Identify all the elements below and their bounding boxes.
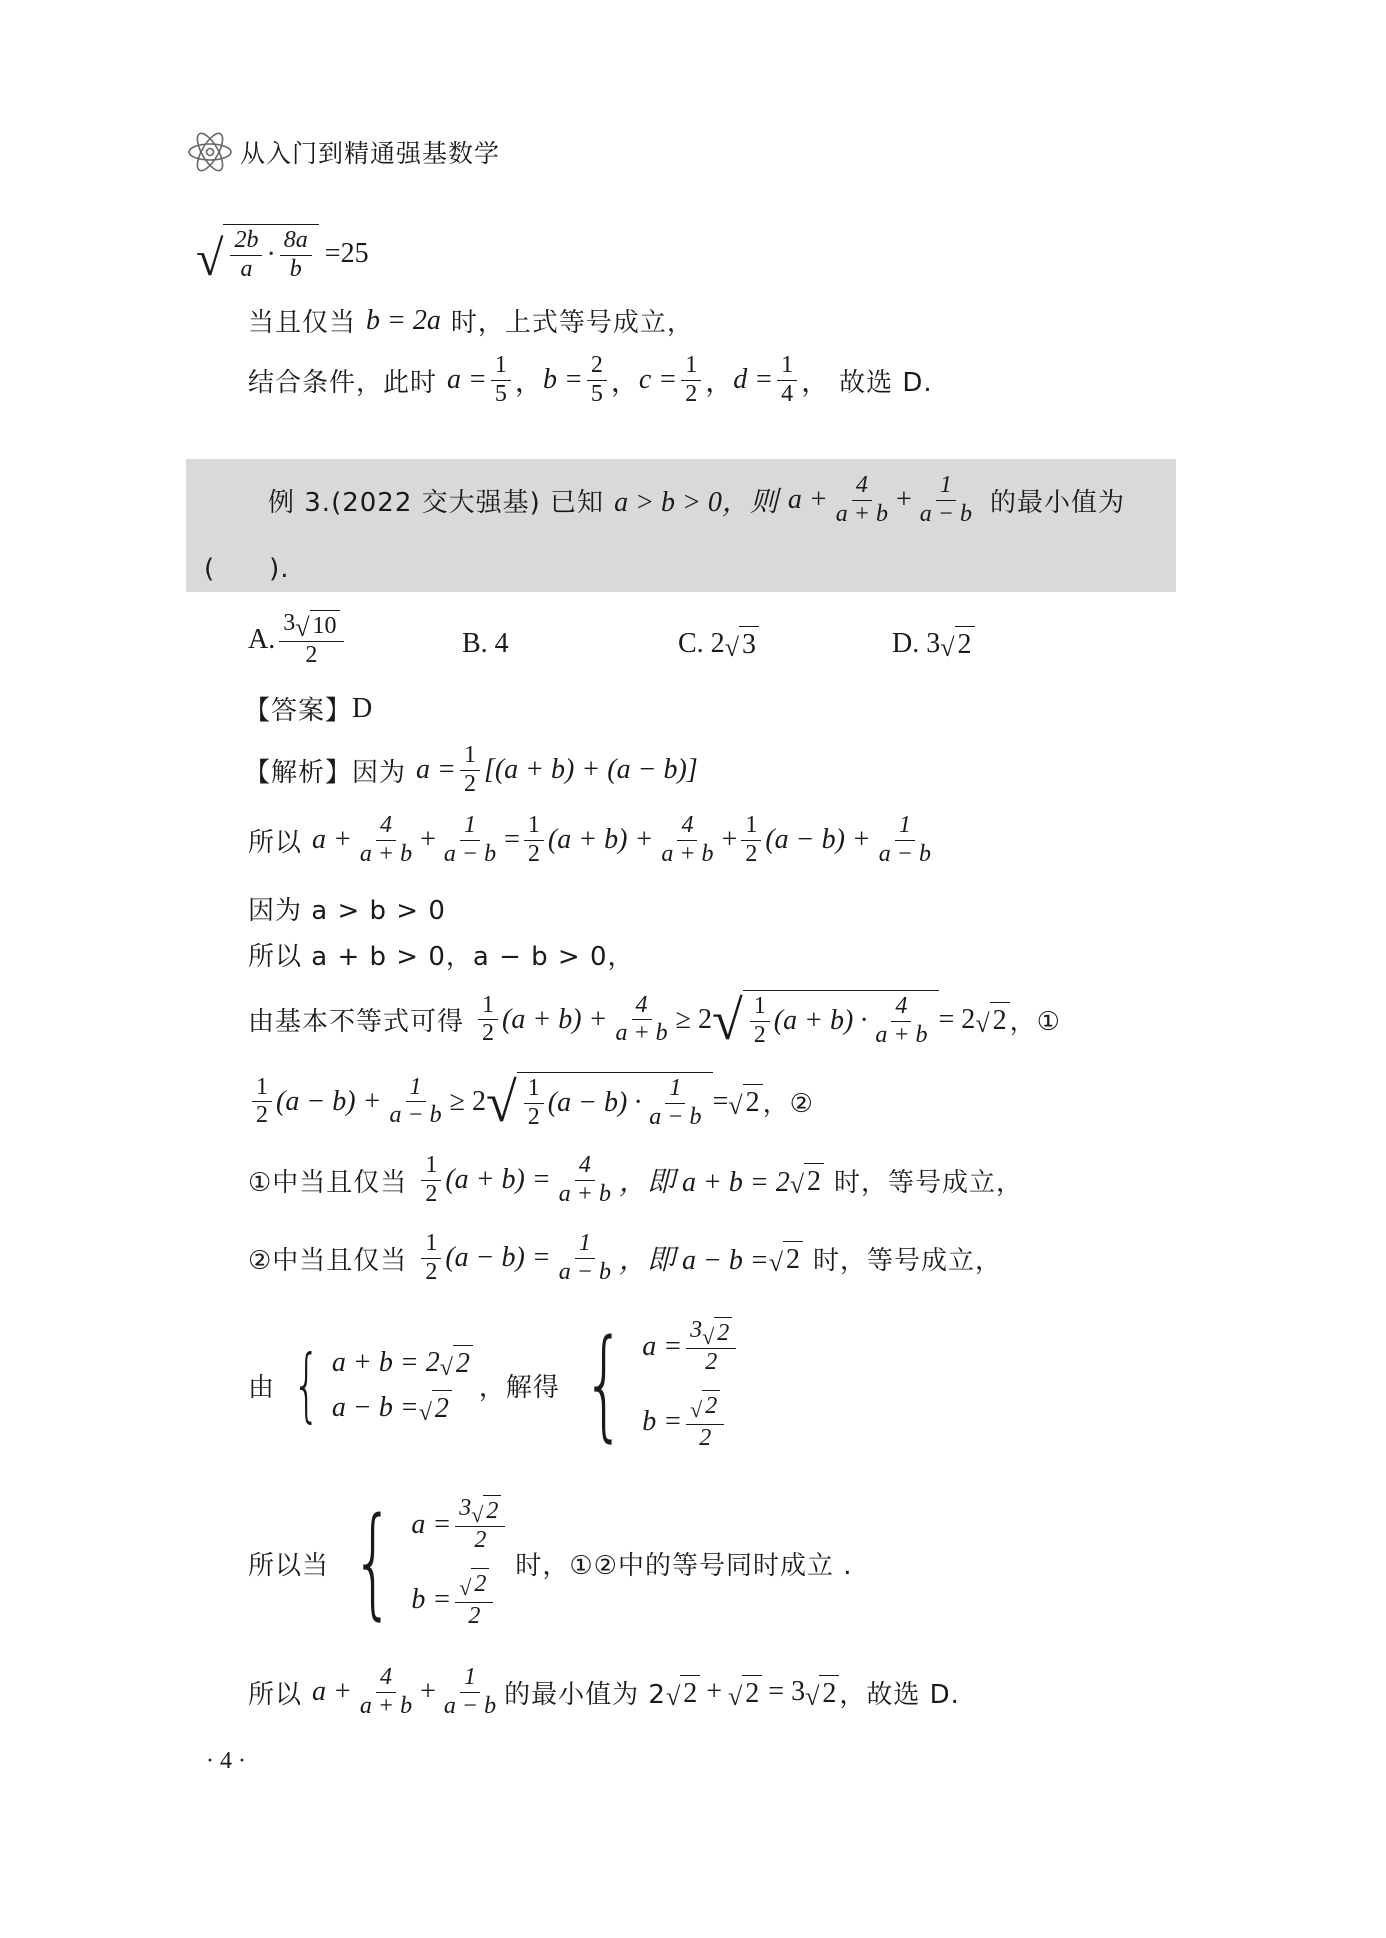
analysis-line-1: 【解析】 因为 a = $\frac{1}{2}$ [(a + b) + (a − b)] <box>244 742 698 797</box>
atom-icon <box>186 128 234 176</box>
book-title: 从入门到精通强基数学 <box>240 139 501 168</box>
analysis-line-3: 因为 a > b > 0 <box>248 896 446 926</box>
equality-condition-line: 当且仅当 b = 2a 时，上式等号成立， <box>248 304 694 338</box>
equality-condition-2: ②中当且仅当 $\frac{1}{2}$ (a − b) = $\frac{1}{a - b}$ ，即 a − b = √ 2 时，等号成立， <box>248 1230 1003 1285</box>
equality-condition-1: ①中当且仅当 $\frac{1}{2}$ (a + b) = $\frac{4}{a + b}$ ，即 a + b = 2 √ 2 时，等号成立， <box>248 1152 1024 1207</box>
system-solution: 由 { a + b = 2 √ 2 a − b = √ 2 ，解得 { a = 3 √ 2 2 b = √ 2 2 <box>248 1310 746 1460</box>
example-question: 例 3.(2022 交大强基) 已知 a > b > 0，则 a + $\frac{4}{a + b}$ + $\frac{1}{a - b}$ 的最小值为 <box>268 472 1125 527</box>
option-c: C. 2 √ 3 <box>678 626 759 661</box>
option-d: D. 3 √ 2 <box>892 626 975 661</box>
when-line: 所以当 { a = 3 √ 2 2 b = √ 2 2 时，①②中的等号同时成立 . <box>248 1493 853 1632</box>
option-a: A. 3 √ 10 2 <box>248 610 348 669</box>
analysis-line-2: 所以 a + $\frac{4}{a + b}$ + $\frac{1}{a - b}$ = $\frac{1}{2}$ (a + b) + $\frac{4}{a + b}$ + $\frac{1}{2}$ (a − b) + $\frac{1}{a - b}$ <box>248 812 931 867</box>
analysis-line-4: 所以 a + b > 0，a − b > 0， <box>248 942 635 972</box>
page-number: · 4 · <box>206 1748 246 1774</box>
option-b: B. 4 <box>462 628 509 659</box>
answer-blank: ( ). <box>204 554 290 584</box>
sqrt-expression: √ $\frac{2b}{a}$ · $\frac{8a}{b}$ <box>196 224 319 283</box>
sqrt-line <box>196 224 369 287</box>
sqrt-result: =25 <box>324 237 369 269</box>
final-line: 所以 a + $\frac{4}{a + b}$ + $\frac{1}{a - b}$ 的最小值为 2 √ 2 + √ 2 = 3 √ 2 ，故选 D. <box>248 1664 960 1719</box>
inequality-1: 由基本不等式可得 $\frac{1}{2}$ (a + b) + $\frac{4}{a + b}$ ≥ 2 √ $\frac{1}{2}$ (a + b) · $\frac{4}{a + b}$ = 2 √ 2 ，① <box>248 990 1061 1053</box>
values-line: 结合条件，此时 a = $\frac{1}{5}$ ， b = $\frac{2}{5}$ ， c = $\frac{1}{2}$ ， d = $\frac{1}{4}$ ， 故选 D. <box>248 352 933 407</box>
answer-line: 【答案】 D <box>244 692 373 726</box>
inequality-2: $\frac{1}{2}$ (a − b) + $\frac{1}{a - b}$ ≥ 2 √ $\frac{1}{2}$ (a − b) · $\frac{1}{a - b}$ = √ 2 ，② <box>248 1072 814 1131</box>
header <box>186 128 500 176</box>
